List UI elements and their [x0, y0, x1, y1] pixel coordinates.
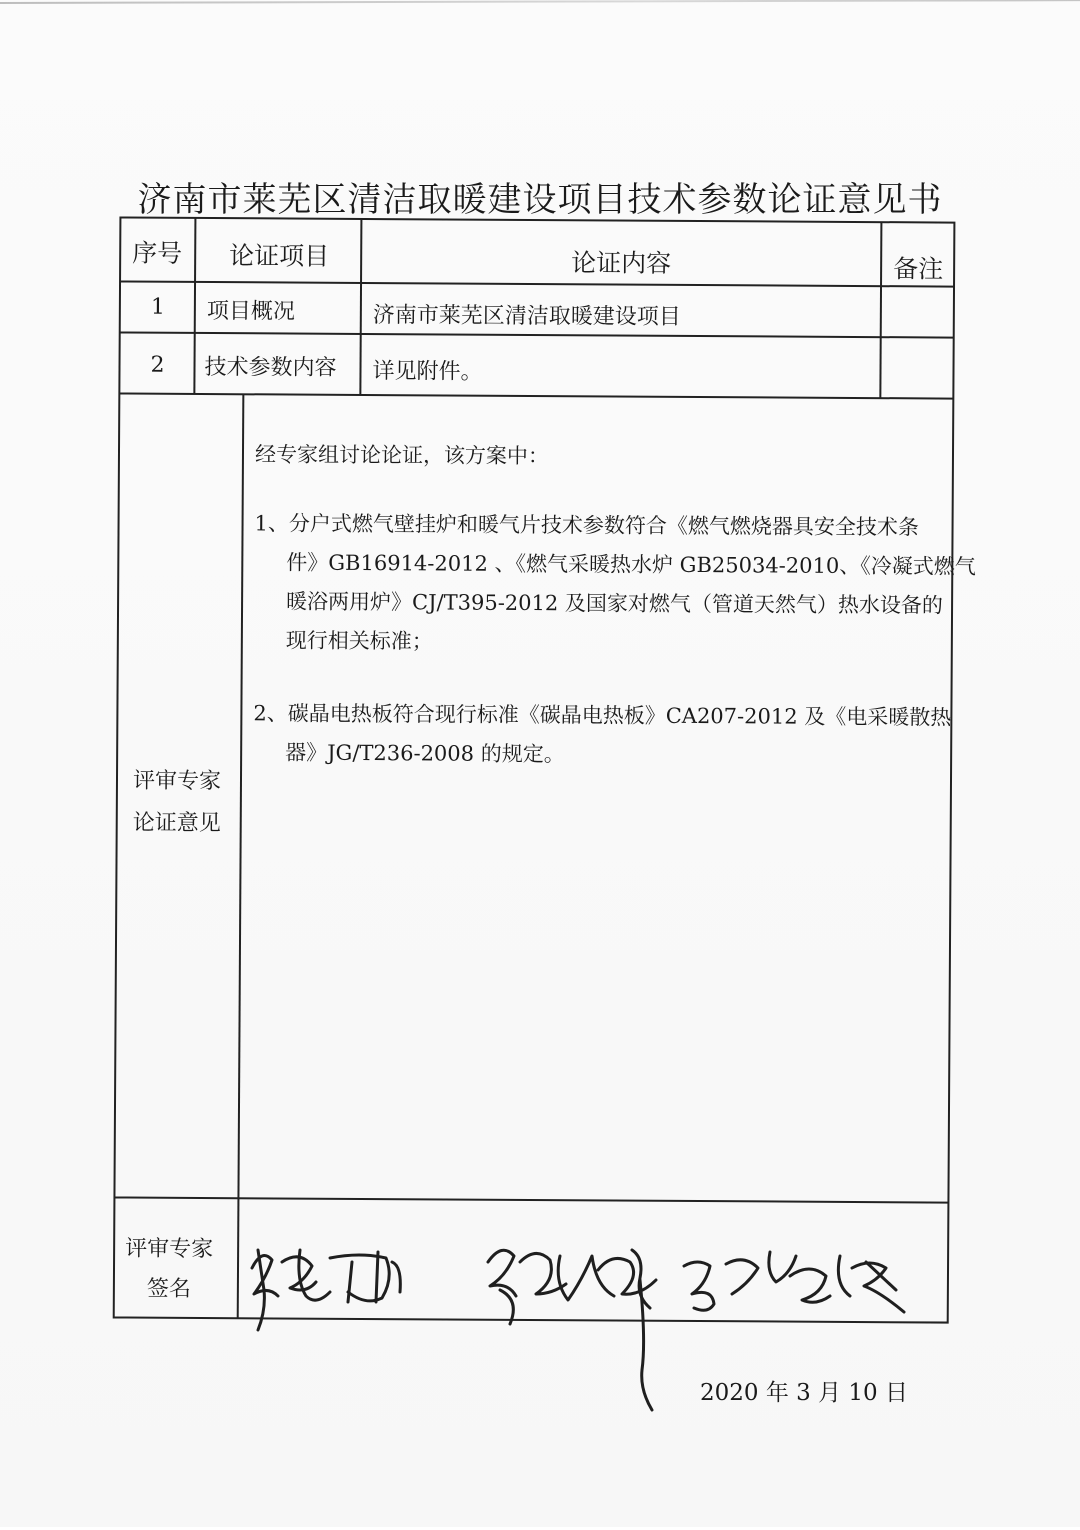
header-content: 论证内容 [571, 248, 672, 278]
signature-3-scribble [684, 1252, 904, 1312]
opinion-item1-line2: 件》GB16914-2012 、《燃气采暖热水炉 GB25034-2010、《冷凝式燃气 [286, 550, 976, 579]
header-note: 备注 [893, 254, 944, 284]
opinion-item1-line1: 1、分户式燃气壁挂炉和暖气片技术参数符合《燃气燃烧器具安全技术条 [254, 511, 919, 540]
signature-label-line1: 评审专家 [125, 1236, 214, 1263]
opinion-item2-line2: 器》JG/T236-2008 的规定。 [285, 740, 565, 767]
opinion-item2-line1: 2、碳晶电热板符合现行标准《碳晶电热板》CA207-2012 及《电采暖散热 [253, 701, 952, 730]
opinion-label-line2: 论证意见 [132, 810, 221, 837]
row2-item: 技术参数内容 [204, 355, 337, 381]
row1-seq: 1 [150, 294, 165, 320]
row1-content: 济南市莱芜区清洁取暖建设项目 [372, 303, 681, 330]
opinion-intro: 经专家组讨论论证，该方案中： [254, 442, 550, 469]
signature-label-line2: 签名 [146, 1276, 191, 1302]
row2-content: 详见附件。 [372, 359, 483, 385]
opinion-label-line1: 评审专家 [132, 768, 222, 795]
signature-2-scribble [488, 1250, 656, 1410]
document-date: 2020 年 3 月 10 日 [700, 1380, 908, 1406]
row1-item: 项目概况 [206, 299, 295, 325]
signature-1-scribble [252, 1250, 400, 1330]
row2-seq: 2 [150, 352, 165, 378]
header-seq: 序号 [132, 238, 183, 268]
opinion-item1-line3: 暖浴两用炉》CJ/T395-2012 及国家对燃气（管道天然气）热水设备的 [286, 589, 944, 618]
header-item: 论证项目 [229, 241, 330, 271]
document-title: 济南市莱芜区清洁取暖建设项目技术参数论证意见书 [137, 180, 943, 220]
opinion-item1-line4: 现行相关标准； [285, 628, 433, 654]
